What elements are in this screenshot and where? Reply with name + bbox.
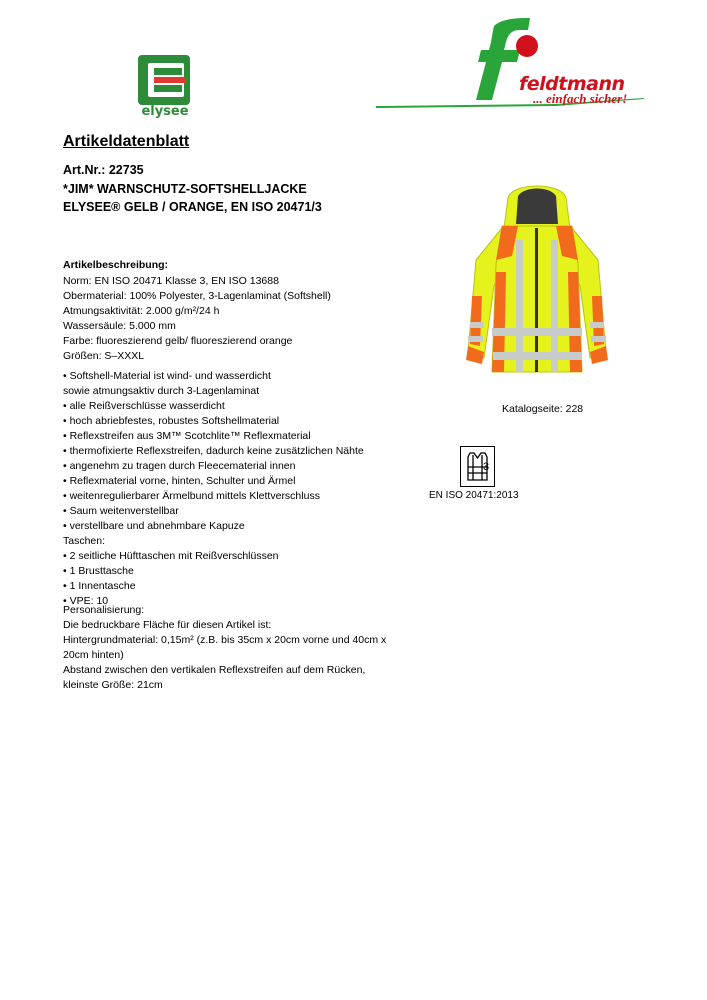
article-name: *JIM* WARNSCHUTZ-SOFTSHELLJACKE	[63, 182, 307, 196]
personalisation-line: Die bedruckbare Fläche für diesen Artikel ist:	[63, 619, 272, 631]
feature-line: • thermofixierte Reflexstreifen, dadurch keine zusätzlichen Nähte	[63, 445, 364, 457]
feldtmann-slogan: ... einfach sicher!	[533, 91, 628, 106]
personalisation-block	[63, 603, 386, 693]
warning-vest-pictogram-icon	[460, 446, 495, 487]
feldtmann-logo-text: feldtmann	[519, 73, 625, 95]
feature-line: • angenehm zu tragen durch Fleecematerial innen	[63, 460, 296, 472]
feature-line: sowie atmungsaktiv durch 3-Lagenlaminat	[63, 385, 260, 397]
feature-line: • VPE: 10	[63, 595, 109, 607]
article-number: Art.Nr.: 22735	[63, 163, 144, 177]
feature-line: Taschen:	[63, 535, 106, 547]
spec-line: Größen: S–XXXL	[63, 350, 145, 362]
article-color-norm: ELYSEE® GELB / ORANGE, EN ISO 20471/3	[63, 200, 322, 214]
feature-line: • weitenregulierbarer Ärmelbund mittels Klettverschluss	[63, 490, 320, 502]
pictogram-norm-label: EN ISO 20471:2013	[429, 490, 519, 501]
catalog-page: Katalogseite: 228	[502, 403, 584, 415]
spec-line: Obermaterial: 100% Polyester, 3-Lagenlaminat (Softshell)	[63, 290, 331, 302]
feature-line: • Reflexstreifen aus 3M™ Scotchlite™ Reflexmaterial	[63, 430, 311, 442]
feature-list	[63, 369, 364, 609]
spec-line: Wassersäule: 5.000 mm	[63, 320, 176, 332]
feature-line: • Saum weitenverstellbar	[63, 505, 179, 517]
spec-list	[63, 274, 331, 364]
personalisation-line: Abstand zwischen den vertikalen Reflexstreifen auf dem Rücken,	[63, 664, 366, 676]
personalisation-line: Personalisierung:	[63, 604, 145, 616]
personalisation-line: 20cm hinten)	[63, 649, 124, 661]
description-heading: Artikelbeschreibung:	[63, 259, 169, 271]
document-title: Artikeldatenblatt	[63, 133, 190, 150]
spec-line: Atmungsaktivität: 2.000 g/m²/24 h	[63, 305, 220, 317]
feature-line: • Reflexmaterial vorne, hinten, Schulter und Ärmel	[63, 475, 296, 487]
elysee-logo-text: elysee	[141, 104, 189, 119]
spec-line: Farbe: fluoreszierend gelb/ fluoreszierend orange	[63, 335, 293, 347]
feature-line: • alle Reißverschlüsse wasserdicht	[63, 400, 225, 412]
spec-line: Norm: EN ISO 20471 Klasse 3, EN ISO 13688	[63, 275, 279, 287]
jacket-image	[462, 176, 612, 386]
personalisation-line: kleinste Größe: 21cm	[63, 679, 163, 691]
feature-line: • Softshell-Material ist wind- und wasserdicht	[63, 370, 271, 382]
feature-line: • 1 Brusttasche	[63, 565, 134, 577]
feature-line: • 2 seitliche Hüfttaschen mit Reißverschlüssen	[63, 550, 279, 562]
feature-line: • 1 Innentasche	[63, 580, 136, 592]
feature-line: • verstellbare und abnehmbare Kapuze	[63, 520, 245, 532]
personalisation-line: Hintergrundmaterial: 0,15m² (z.B. bis 35cm x 20cm vorne und 40cm x	[63, 634, 387, 646]
feature-line: • hoch abriebfestes, robustes Softshellmaterial	[63, 415, 280, 427]
pictogram-class-number: 3	[483, 461, 490, 473]
